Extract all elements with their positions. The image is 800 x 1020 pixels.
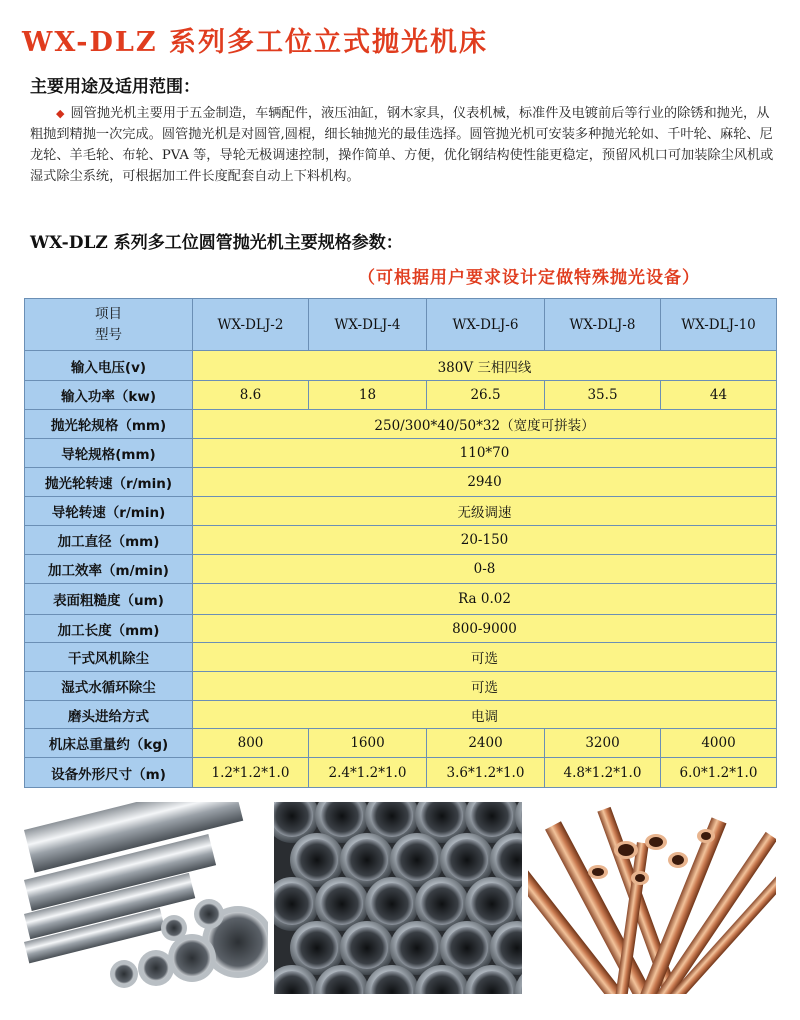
row-label: 导轮规格(mm) — [25, 439, 193, 468]
model-header: WX-DLJ-6 — [427, 299, 545, 351]
pipe-hole — [471, 883, 513, 925]
row-value: 800 — [193, 729, 309, 758]
row-value-shared: 800-9000 — [193, 615, 777, 643]
row-value-shared: 380V 三相四线 — [193, 351, 777, 381]
row-label: 加工直径（mm) — [25, 526, 193, 555]
row-value: 1.2*1.2*1.0 — [193, 758, 309, 788]
header-label-cell — [25, 299, 193, 351]
row-label: 加工长度（mm) — [25, 615, 193, 643]
stacked-pipes-photo — [274, 802, 522, 994]
pipe-hole — [296, 927, 338, 969]
table-row — [25, 526, 777, 555]
row-value: 44 — [661, 381, 777, 410]
pipe-hole — [396, 839, 438, 881]
row-label: 机床总重量约（kg) — [25, 729, 193, 758]
copper-pipes-photo — [528, 802, 776, 994]
stacked-pipe-ends — [274, 802, 522, 994]
steel-pipes-illustration — [24, 802, 268, 994]
pipe-hole — [346, 927, 388, 969]
table-row — [25, 439, 777, 468]
row-label: 输入电压(v) — [25, 351, 193, 381]
row-label: 湿式水循环除尘 — [25, 672, 193, 701]
row-value-shared: 110*70 — [193, 439, 777, 468]
copper-pipes-illustration — [528, 802, 776, 994]
usage-text: 圆管抛光机主要用于五金制造，车辆配件，液压油缸，钢木家具，仪表机械，标准件及电镀前后等行业的除锈和抛光，从粗抛到精抛一次完成。圆管抛光机是对圆管,圆棍，细长轴抛光的最佳选择。圆管抛光机可安装多种抛光轮如、千叶轮、麻轮、尼龙轮、羊毛轮、布轮、PVA 等，导轮无极调速控制，操作简单、方便，优化钢结构使性能更稳定，预留风机口可加装除尘风机或湿式除尘系统，可根据加工件长度配套自动上下料机构。 — [30, 106, 774, 184]
row-label: 加工效率（m/min) — [25, 555, 193, 584]
row-label: 抛光轮规格（mm) — [25, 410, 193, 439]
row-label: 导轮转速（r/min) — [25, 497, 193, 526]
pipe-hole — [296, 839, 338, 881]
row-value: 3.6*1.2*1.0 — [427, 758, 545, 788]
row-value-shared: 可选 — [193, 643, 777, 672]
row-label: 抛光轮转速（r/min) — [25, 468, 193, 497]
pipe-hole — [321, 883, 363, 925]
table-row — [25, 555, 777, 584]
row-value: 2.4*1.2*1.0 — [309, 758, 427, 788]
pipe-hole — [396, 927, 438, 969]
spec-heading: WX-DLZ 系列多工位圆管抛光机主要规格参数： — [30, 233, 403, 253]
row-value: 26.5 — [427, 381, 545, 410]
model-header: WX-DLJ-4 — [309, 299, 427, 351]
row-label: 输入功率（kw) — [25, 381, 193, 410]
page-title: WX-DLZ 系列多工位立式抛光机床 — [22, 27, 489, 58]
table-row — [25, 497, 777, 526]
custom-note: （可根据用户要求设计定做特殊抛光设备） — [358, 268, 700, 288]
pipe-hole — [446, 839, 488, 881]
row-value: 8.6 — [193, 381, 309, 410]
table-row — [25, 410, 777, 439]
table-row — [25, 381, 777, 410]
row-value: 6.0*1.2*1.0 — [661, 758, 777, 788]
table-row — [25, 468, 777, 497]
table-row — [25, 701, 777, 729]
table-row — [25, 351, 777, 381]
pipe-hole — [446, 927, 488, 969]
row-value-shared: 可选 — [193, 672, 777, 701]
row-value: 2400 — [427, 729, 545, 758]
row-value-shared: 250/300*40/50*32（宽度可拼装） — [193, 410, 777, 439]
row-label: 干式风机除尘 — [25, 643, 193, 672]
row-value-shared: Ra 0.02 — [193, 584, 777, 615]
table-row — [25, 672, 777, 701]
row-value-shared: 20-150 — [193, 526, 777, 555]
row-value: 4.8*1.2*1.0 — [545, 758, 661, 788]
stacked-pipes-illustration — [274, 802, 522, 994]
spec-table — [24, 298, 777, 788]
spec-table-body — [25, 299, 777, 788]
row-value: 3200 — [545, 729, 661, 758]
header-label-item: 项目 — [95, 305, 122, 322]
usage-description — [30, 103, 775, 187]
row-value-shared: 2940 — [193, 468, 777, 497]
row-value: 4000 — [661, 729, 777, 758]
diamond-bullet-icon: ◆ — [56, 107, 65, 120]
model-header: WX-DLJ-8 — [545, 299, 661, 351]
product-photos — [24, 802, 776, 994]
row-value: 18 — [309, 381, 427, 410]
row-value-shared: 0-8 — [193, 555, 777, 584]
row-value-shared: 无级调速 — [193, 497, 777, 526]
table-row — [25, 758, 777, 788]
steel-pipes-photo — [24, 802, 268, 994]
table-row — [25, 729, 777, 758]
row-value: 35.5 — [545, 381, 661, 410]
row-label: 表面粗糙度（um) — [25, 584, 193, 615]
table-header-row — [25, 299, 777, 351]
model-header: WX-DLJ-2 — [193, 299, 309, 351]
header-label-model: 型号 — [95, 326, 122, 343]
pipe-hole — [346, 839, 388, 881]
model-header: WX-DLJ-10 — [661, 299, 777, 351]
row-value: 1600 — [309, 729, 427, 758]
row-label: 磨头进给方式 — [25, 701, 193, 729]
table-row — [25, 643, 777, 672]
row-value-shared: 电调 — [193, 701, 777, 729]
pipe-hole — [421, 883, 463, 925]
usage-heading: 主要用途及适用范围： — [30, 77, 200, 97]
pipe-hole — [371, 883, 413, 925]
table-row — [25, 584, 777, 615]
row-label: 设备外形尺寸（m) — [25, 758, 193, 788]
table-row — [25, 615, 777, 643]
